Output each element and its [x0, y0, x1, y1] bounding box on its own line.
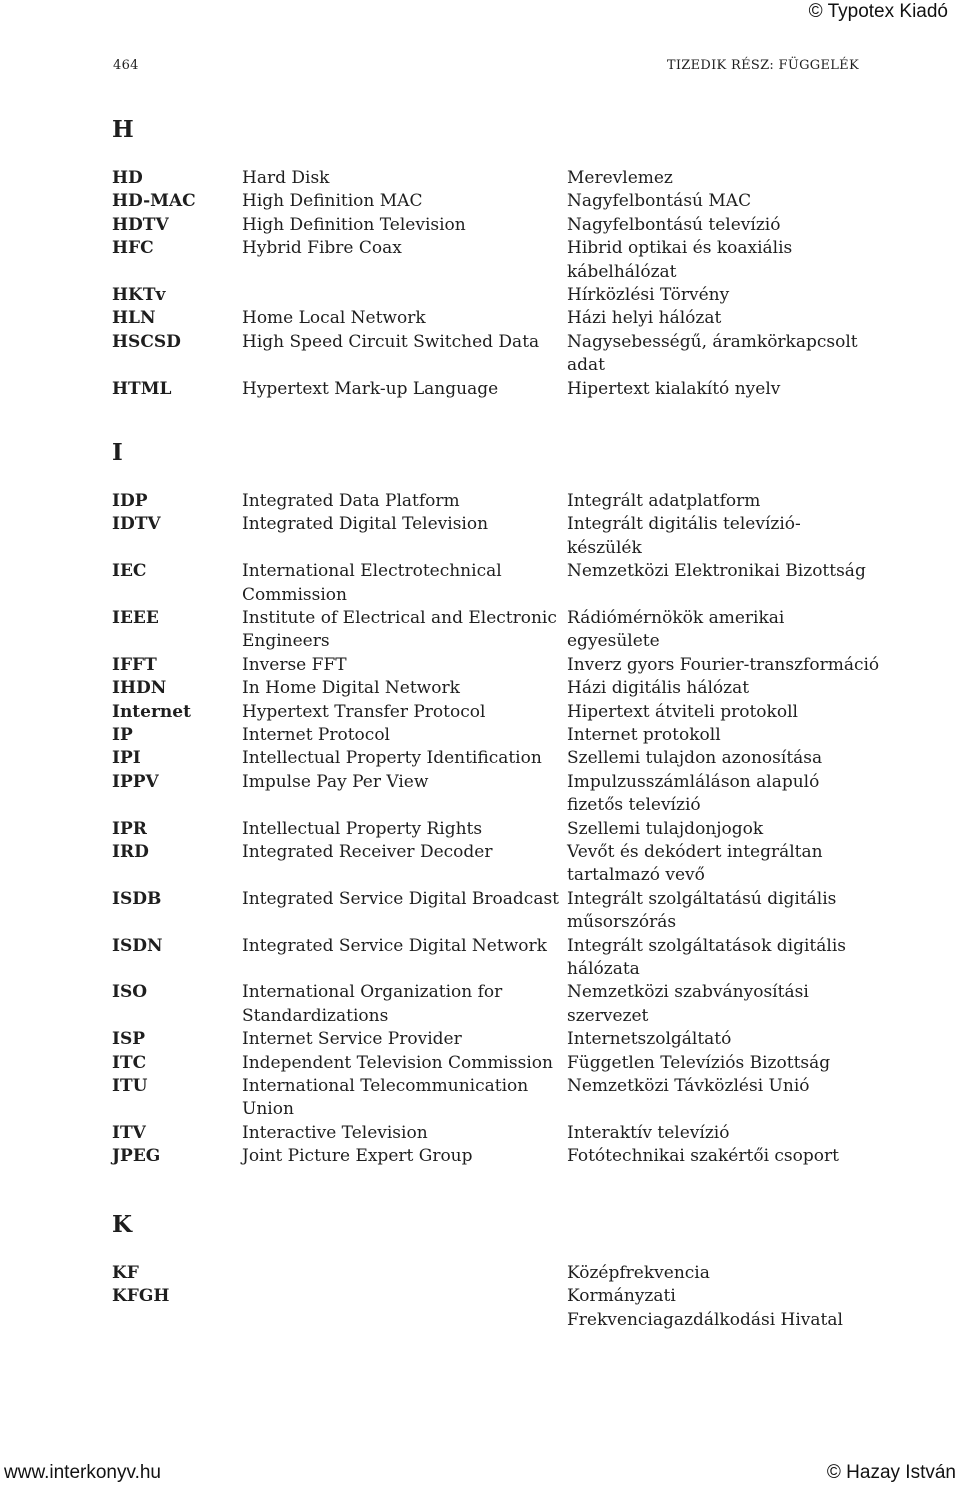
hungarian-term: egyesülete [567, 631, 660, 652]
glossary-line [112, 1145, 872, 1168]
section-letter-h: H [112, 116, 134, 143]
hungarian-term: Nagyfelbontású televízió [567, 214, 781, 235]
abbreviation: KFGH [112, 1286, 170, 1307]
hungarian-term: Hibrid optikai és koaxiális [567, 238, 793, 259]
english-term: Hypertext Mark-up Language [242, 378, 499, 399]
glossary-line [112, 701, 872, 724]
abbreviation: ISDB [112, 888, 162, 909]
glossary-line [112, 911, 872, 934]
hungarian-term: tartalmazó vevő [567, 865, 705, 886]
abbreviation: IEEE [112, 608, 159, 628]
abbreviation: HDTV [112, 214, 169, 235]
english-term: Interactive Television [242, 1122, 428, 1143]
english-term: Hybrid Fibre Coax [242, 238, 402, 259]
glossary-line [112, 513, 872, 536]
english-term: High Definition MAC [242, 191, 423, 212]
glossary-line [112, 888, 872, 911]
hungarian-term: szervezet [567, 1005, 649, 1026]
glossary-line [112, 981, 872, 1004]
abbreviation: ITV [112, 1122, 146, 1143]
abbreviation: KF [112, 1263, 139, 1283]
glossary-line [112, 1098, 872, 1121]
english-term: Integrated Receiver Decoder [242, 842, 493, 862]
hungarian-term: Integrált digitális televízió- [567, 514, 801, 535]
abbreviation: IRD [112, 842, 149, 862]
english-term: High Speed Circuit Switched Data [242, 331, 540, 352]
abbreviation: HSCSD [112, 331, 181, 352]
hungarian-term: Rádiómérnökök amerikai [567, 608, 785, 628]
english-term: Home Local Network [242, 308, 426, 329]
glossary-line [112, 584, 872, 607]
english-term: Hard Disk [242, 168, 330, 188]
hungarian-term: Frekvenciagazdálkodási Hivatal [567, 1309, 843, 1330]
chapter-title: TIZEDIK RÉSZ: FÜGGELÉK [666, 58, 859, 73]
english-term: Independent Television Commission [242, 1052, 553, 1073]
abbreviation: ISP [112, 1029, 146, 1050]
abbreviation: HFC [112, 238, 154, 259]
hungarian-term: Házi digitális hálózat [567, 678, 750, 699]
hungarian-term: Integrált adatplatform [567, 491, 761, 511]
section-letter-k: K [112, 1211, 132, 1238]
english-term: International Organization for [242, 982, 503, 1003]
hungarian-term: Nagyfelbontású MAC [567, 191, 752, 212]
abbreviation: IHDN [112, 678, 167, 699]
glossary-line [112, 1075, 872, 1098]
hungarian-term: Hipertext kialakító nyelv [567, 378, 781, 399]
abbreviation: HD [112, 168, 143, 188]
english-term: International Telecommunication [242, 1076, 529, 1096]
glossary-line [112, 1285, 872, 1308]
glossary-line [112, 818, 872, 841]
glossary-line [112, 354, 872, 377]
glossary-line [112, 630, 872, 653]
glossary-line [112, 190, 872, 213]
english-term: Standardizations [242, 1005, 389, 1026]
english-term: Internet Service Provider [242, 1029, 462, 1050]
hungarian-term: Szellemi tulajdon azonosítása [567, 748, 823, 769]
hungarian-term: Integrált szolgáltatású digitális [567, 888, 837, 909]
glossary-line [112, 654, 880, 677]
hungarian-term: Integrált szolgáltatások digitális [567, 935, 846, 956]
hungarian-term: Merevlemez [567, 168, 673, 188]
abbreviation: IPR [112, 818, 147, 839]
hungarian-term: Hírközlési Törvény [567, 285, 730, 305]
glossary-line [112, 490, 872, 513]
english-term: Hypertext Transfer Protocol [242, 701, 486, 722]
hungarian-term: adat [567, 355, 605, 376]
glossary-line [112, 1052, 872, 1075]
abbreviation: ISDN [112, 935, 163, 956]
glossary-line [112, 747, 872, 770]
hungarian-term: Nagysebességű, áramkörkapcsolt [567, 331, 858, 352]
hungarian-term: fizetős televízió [567, 795, 701, 816]
english-term: International Electrotechnical [242, 561, 502, 582]
abbreviation: IDTV [112, 514, 161, 535]
hungarian-term: Nemzetközi Távközlési Unió [567, 1076, 810, 1096]
hungarian-term: Szellemi tulajdonjogok [567, 818, 764, 839]
abbreviation: ISO [112, 982, 148, 1003]
hungarian-term: Fotótechnikai szakértői csoport [567, 1146, 839, 1167]
glossary-line [112, 537, 872, 560]
hungarian-term: Impulzusszámláláson alapuló [567, 771, 820, 792]
abbreviation: HLN [112, 308, 156, 329]
english-term: Joint Picture Expert Group [242, 1146, 473, 1167]
hungarian-term: Középfrekvencia [567, 1263, 710, 1283]
english-term: Commission [242, 584, 347, 605]
english-term: Institute of Electrical and Electronic [242, 608, 557, 628]
glossary-line [112, 261, 872, 284]
hungarian-term: Internet protokoll [567, 725, 721, 745]
abbreviation: JPEG [112, 1146, 161, 1167]
glossary-line [112, 1028, 872, 1051]
english-term: Internet Protocol [242, 725, 390, 745]
abbreviation: Internet [112, 701, 191, 722]
glossary-line [112, 864, 872, 887]
abbreviation: IDP [112, 491, 148, 511]
glossary-line [112, 237, 872, 260]
glossary-line [112, 307, 872, 330]
glossary-line [112, 167, 872, 190]
hungarian-term: Interaktív televízió [567, 1122, 730, 1143]
abbreviation: HD-MAC [112, 191, 196, 212]
english-term: Integrated Digital Television [242, 514, 489, 535]
abbreviation: IFFT [112, 654, 157, 675]
abbreviation: HKTv [112, 285, 166, 305]
glossary-line [112, 378, 872, 401]
english-term: Impulse Pay Per View [242, 771, 429, 792]
english-term: High Definition Television [242, 214, 466, 235]
glossary-line [112, 958, 872, 981]
hungarian-term: Internetszolgáltató [567, 1029, 732, 1050]
english-term: Intellectual Property Rights [242, 818, 483, 839]
hungarian-term: kábelhálózat [567, 261, 677, 282]
glossary-line [112, 1309, 872, 1332]
hungarian-term: hálózata [567, 959, 640, 979]
glossary-line [112, 935, 872, 958]
hungarian-term: Nemzetközi szabványosítási [567, 982, 809, 1003]
hungarian-term: Házi helyi hálózat [567, 308, 722, 329]
hungarian-term: Inverz gyors Fourier-transzformáció [567, 654, 880, 675]
glossary-line [112, 607, 872, 630]
english-term: Union [242, 1099, 294, 1120]
glossary-line [112, 771, 872, 794]
abbreviation: ITU [112, 1076, 148, 1096]
abbreviation: IP [112, 725, 133, 745]
glossary-line [112, 1005, 872, 1028]
glossary-line [112, 284, 872, 307]
english-term: Integrated Service Digital Broadcast [242, 888, 560, 909]
english-term: In Home Digital Network [242, 678, 460, 699]
publisher-watermark: © Typotex Kiadó [808, 1, 948, 22]
abbreviation: HTML [112, 378, 172, 399]
hungarian-term: Nemzetközi Elektronikai Bizottság [567, 561, 866, 582]
website-watermark: www.interkonyv.hu [4, 1462, 161, 1483]
glossary-line [112, 1122, 872, 1145]
english-term: Inverse FFT [242, 654, 347, 675]
author-watermark: © Hazay István [826, 1462, 956, 1483]
glossary-line [112, 331, 872, 354]
page-number: 464 [113, 58, 139, 73]
glossary-line [112, 724, 872, 747]
abbreviation: ITC [112, 1052, 147, 1073]
english-term: Intellectual Property Identification [242, 748, 542, 769]
hungarian-term: Vevőt és dekódert integráltan [567, 842, 823, 862]
english-term: Integrated Service Digital Network [242, 935, 547, 956]
glossary-line [112, 1262, 872, 1285]
hungarian-term: Hipertext átviteli protokoll [567, 701, 798, 722]
glossary-line [112, 560, 872, 583]
hungarian-term: készülék [567, 537, 642, 558]
hungarian-term: Kormányzati [567, 1286, 676, 1307]
english-term: Integrated Data Platform [242, 491, 460, 511]
glossary-line [112, 794, 872, 817]
abbreviation: IPPV [112, 771, 159, 792]
section-letter-i: I [112, 439, 123, 466]
hungarian-term: Független Televíziós Bizottság [567, 1052, 831, 1073]
abbreviation: IPI [112, 748, 141, 769]
glossary-line [112, 214, 872, 237]
glossary-line [112, 841, 872, 864]
abbreviation: IEC [112, 561, 147, 582]
english-term: Engineers [242, 631, 330, 652]
glossary-line [112, 677, 872, 700]
hungarian-term: műsorszórás [567, 912, 677, 933]
